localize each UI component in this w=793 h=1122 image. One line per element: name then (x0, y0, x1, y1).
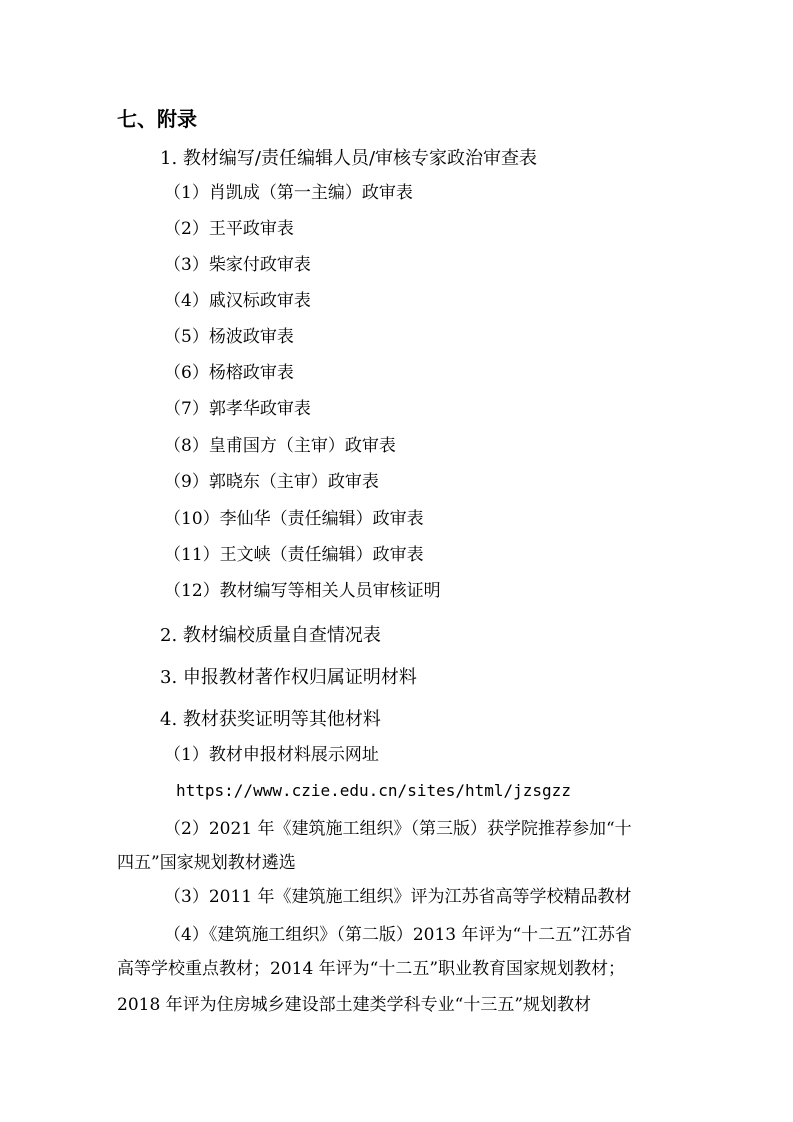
section-4-item-4-line-3: 2018 年评为住房城乡建设部土建类学科专业“十三五”规划教材 (117, 995, 592, 1015)
list-item: （8）皇甫国方（主审）政审表 (164, 436, 396, 456)
list-item: （9）郭晓东（主审）政审表 (164, 472, 379, 492)
list-item: （3）柴家付政审表 (164, 255, 311, 275)
list-item: （5）杨波政审表 (164, 327, 294, 347)
section-4-item-1-label: （1）教材申报材料展示网址 (164, 745, 379, 765)
list-item: （12）教材编写等相关人员审核证明 (164, 581, 441, 601)
list-item: （1）肖凯成（第一主编）政审表 (164, 183, 413, 203)
appendix-heading: 七、附录 (117, 107, 197, 131)
section-4-item-4-line-1: （4）《建筑施工组织》（第二版）2013 年评为“十二五”江苏省 (164, 925, 632, 945)
list-item: （10）李仙华（责任编辑）政审表 (164, 509, 424, 529)
section-4-item-2-line-2: 四五”国家规划教材遴选 (117, 853, 296, 873)
section-4-item-4-line-2: 高等学校重点教材；2014 年评为“十二五”职业教育国家规划教材； (117, 959, 626, 979)
list-item: （2）王平政审表 (164, 219, 294, 239)
section-4-title: 4. 教材获奖证明等其他材料 (160, 709, 381, 730)
section-3-title: 3. 申报教材著作权归属证明材料 (160, 667, 417, 688)
section-4-item-3: （3）2011 年《建筑施工组织》评为江苏省高等学校精品教材 (164, 887, 632, 907)
list-item: （6）杨榕政审表 (164, 363, 294, 383)
material-url-link[interactable]: https://www.czie.edu.cn/sites/html/jzsgzz (176, 781, 571, 800)
list-item: （4）戚汉标政审表 (164, 291, 311, 311)
list-item: （7）郭孝华政审表 (164, 399, 311, 419)
list-item: （11）王文峡（责任编辑）政审表 (164, 545, 424, 565)
section-2-title: 2. 教材编校质量自查情况表 (160, 625, 381, 646)
section-1-title: 1. 教材编写/责任编辑人员/审核专家政治审查表 (160, 148, 538, 169)
section-4-item-2-line-1: （2）2021 年《建筑施工组织》（第三版）获学院推荐参加“十 (164, 819, 632, 839)
